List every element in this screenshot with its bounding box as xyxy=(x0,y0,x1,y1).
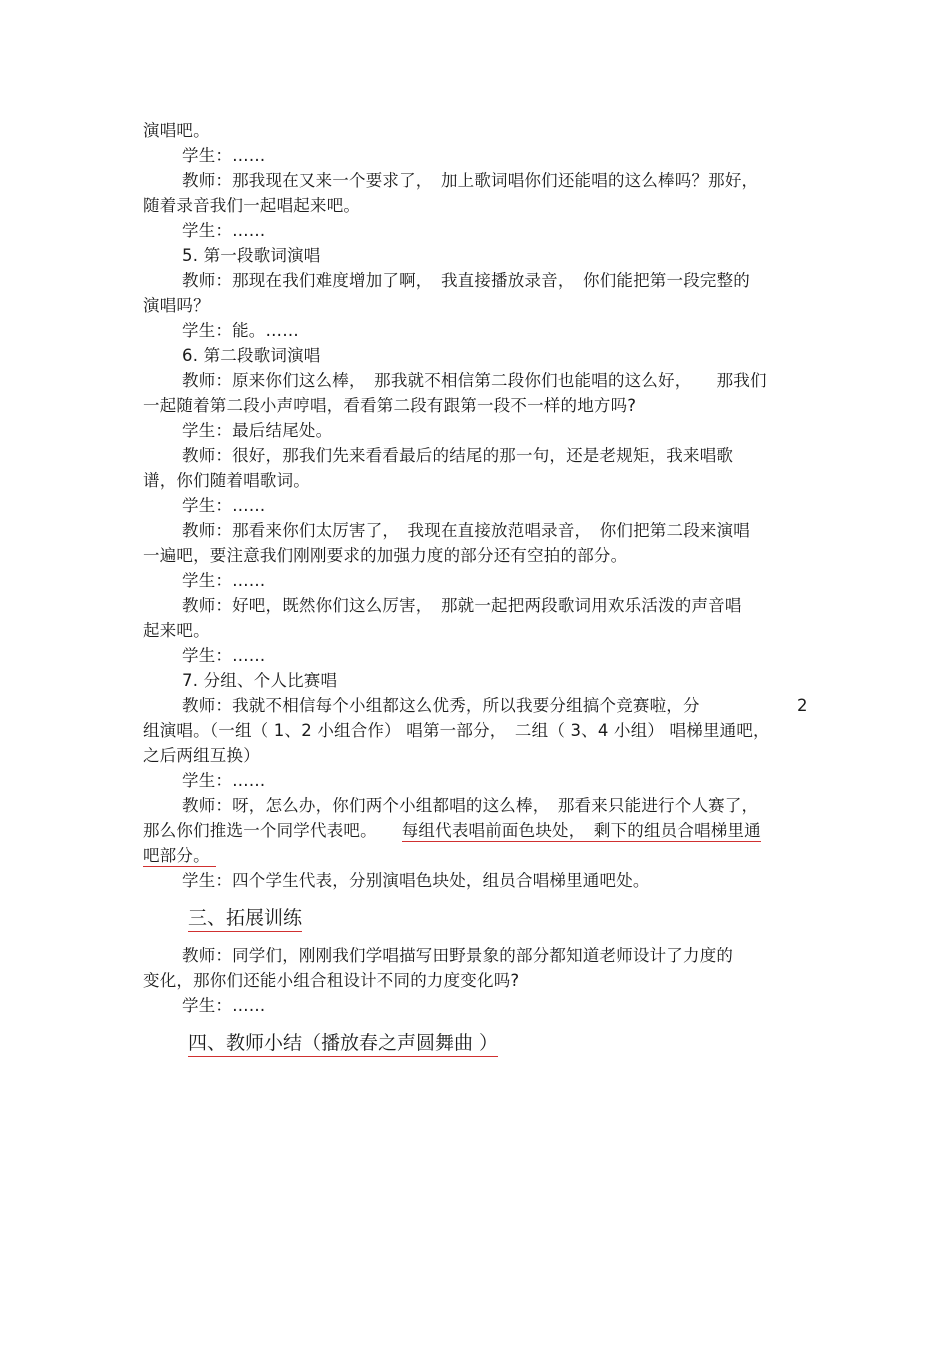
paragraph-line: 教师：那看来你们太厉害了， 我现在直接放范唱录音， 你们把第二段来演唱 xyxy=(182,521,750,540)
paragraph-line: 学生：…… xyxy=(182,221,266,240)
paragraph-line xyxy=(143,846,813,866)
paragraph-line: 教师：我就不相信每个小组都这么优秀，所以我要分组搞个竞赛啦，分 xyxy=(182,696,700,715)
paragraph-line: 教师：好吧，既然你们这么厉害， 那就一起把两段歌词用欢乐活泼的声音唱 xyxy=(182,596,742,615)
section-label: 5. 第一段歌词演唱 xyxy=(182,246,321,265)
paragraph-line: 一遍吧，要注意我们刚刚要求的加强力度的部分还有空拍的部分。 xyxy=(143,546,628,565)
paragraph-line: 教师：那我现在又来一个要求了， 加上歌词唱你们还能唱的这么棒吗？那好， xyxy=(182,171,759,190)
paragraph-line: 学生：…… xyxy=(182,771,266,790)
heading-text: 三、拓展训练 xyxy=(188,907,302,932)
section-heading xyxy=(188,906,302,930)
paragraph-line: 演唱吧。 xyxy=(143,121,210,140)
paragraph-line: 教师：呀，怎么办，你们两个小组都唱的这么棒， 那看来只能进行个人赛了， xyxy=(182,796,759,815)
paragraph-line xyxy=(143,821,813,841)
paragraph-line: 之后两组互换） xyxy=(143,746,260,765)
paragraph-line: 学生：…… xyxy=(182,571,266,590)
red-underlined-text: 吧部分。 xyxy=(143,846,216,867)
paragraph-line: 学生：能。…… xyxy=(182,321,299,340)
paragraph-line: 教师：很好，那我们先来看看最后的结尾的那一句，还是老规矩，我来唱歌 xyxy=(182,446,734,465)
paragraph-line: 学生：最后结尾处。 xyxy=(182,421,333,440)
paragraph-line: 教师：原来你们这么棒， 那我就不相信第二段你们也能唱的这么好， 那我们 xyxy=(182,371,767,390)
paragraph-line: 学生：…… xyxy=(182,646,266,665)
paragraph-line: 起来吧。 xyxy=(143,621,210,640)
red-underlined-text: 每组代表唱前面色块处， 剩下的组员合唱梯里通 xyxy=(401,821,761,840)
paragraph-line: 谱，你们随着唱歌词。 xyxy=(143,471,310,490)
paragraph-line: 学生：…… xyxy=(182,996,266,1015)
paragraph-line: 教师：同学们，刚刚我们学唱描写田野景象的部分都知道老师设计了力度的 xyxy=(182,946,734,965)
group-count: 2 xyxy=(797,696,808,715)
paragraph-line: 学生：…… xyxy=(182,146,266,165)
paragraph-line: 一起随着第二段小声哼唱，看看第二段有跟第一段不一样的地方吗? xyxy=(143,396,637,415)
paragraph-line: 变化，那你们还能小组合租设计不同的力度变化吗? xyxy=(143,971,520,990)
paragraph-line: 演唱吗？ xyxy=(143,296,210,315)
paragraph-line: 随着录音我们一起唱起来吧。 xyxy=(143,196,361,215)
paragraph-line: 学生：四个学生代表，分别演唱色块处，组员合唱梯里通吧处。 xyxy=(182,871,650,890)
paragraph-text: 那么你们推选一个同学代表吧。 xyxy=(143,821,377,840)
paragraph-line: 学生：…… xyxy=(182,496,266,515)
paragraph-line: 组演唱。（一组（ 1、2 小组合作） 唱第一部分， 二组（ 3、4 小组） 唱梯里通吧， xyxy=(143,721,770,740)
section-label: 7. 分组、个人比赛唱 xyxy=(182,671,338,690)
section-heading xyxy=(188,1031,498,1055)
heading-text: 四、教师小结（播放春之声圆舞曲 ） xyxy=(188,1032,498,1057)
section-label: 6. 第二段歌词演唱 xyxy=(182,346,321,365)
paragraph-line: 教师：那现在我们难度增加了啊， 我直接播放录音， 你们能把第一段完整的 xyxy=(182,271,750,290)
